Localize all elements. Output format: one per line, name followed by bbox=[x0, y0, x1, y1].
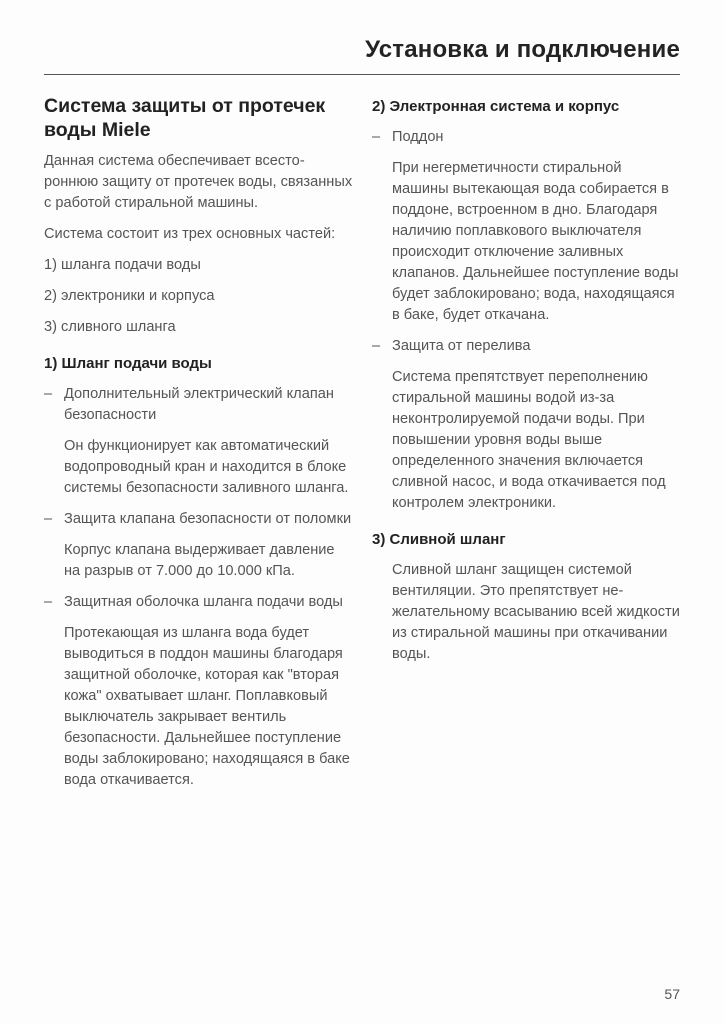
bullet-label: Поддон bbox=[392, 129, 444, 145]
bullet-label: Защита от перелива bbox=[392, 338, 531, 354]
header-divider bbox=[44, 74, 680, 75]
page-header-title: Установка и подключение bbox=[365, 36, 680, 63]
subsection-heading-2: 2) Электронная система и корпус bbox=[372, 98, 620, 115]
subsection-heading-3: 3) Сливной шланг bbox=[372, 531, 506, 548]
bullet-text: Система препятствует переполнению стиральной машины водой из-за неконтролируемой подачи воды. При повышении уровня воды выше определенного значения включается сливной насос, и вода откачивается под контролем электроники. bbox=[392, 369, 666, 511]
bullet-item bbox=[44, 509, 354, 530]
intro-paragraph: Данная система обеспечивает всестороннюю защиту от протечек воды, связанных с работой стиральной машины. bbox=[44, 153, 353, 211]
right-column bbox=[372, 97, 682, 675]
bullet-item bbox=[372, 336, 682, 357]
bullet-item bbox=[44, 592, 354, 613]
bullet-label: Защитная оболочка шланга подачи воды bbox=[64, 594, 343, 610]
section-title: Система защиты от протечек воды Miele bbox=[44, 95, 326, 141]
bullet-label: Дополнительный электрический клапан безопасности bbox=[64, 386, 334, 423]
bullet-label: Защита клапана безопасности от поломки bbox=[64, 511, 352, 527]
bullet-text: Протекающая из шланга вода будет выводиться в поддон машины благодаря защитной оболочке, которая как "вторая кожа" охватывает шланг. Поплавковый выключатель закрывает вентиль безопасности. Дальнейшее поступление воды заблокировано; находящаяся в баке вода откачивается. bbox=[64, 625, 350, 788]
bullet-text: Корпус клапана выдерживает давление на разрыв от 7.000 до 10.000 кПа. bbox=[64, 542, 335, 579]
bullet-item bbox=[44, 384, 354, 426]
bullet-item bbox=[372, 127, 682, 148]
dash-bullet: – bbox=[44, 386, 53, 402]
dash-bullet: – bbox=[372, 338, 381, 354]
parts-intro: Система состоит из трех основных частей: bbox=[44, 226, 336, 242]
dash-bullet: – bbox=[44, 511, 53, 527]
part-item: 2) электроники и корпуса bbox=[44, 288, 215, 304]
part-item: 3) сливного шланга bbox=[44, 319, 176, 335]
section3-text: Сливной шланг защищен системой вентиляции. Это препятствует нежелательному всасыванию всей жидкости из стиральной машины при откачивании воды. bbox=[392, 562, 680, 662]
dash-bullet: – bbox=[44, 594, 53, 610]
page-number: 57 bbox=[664, 986, 680, 1002]
bullet-text: Он функционирует как автоматический водопроводный кран и находится в блоке системы безопасности заливного шланга. bbox=[64, 438, 349, 496]
subsection-heading-1: 1) Шланг подачи воды bbox=[44, 355, 212, 372]
left-column bbox=[44, 94, 354, 801]
bullet-text: При негерметичности стиральной машины вытекающая вода собирается в поддоне, встроенном в дно. Благодаря наличию поплавкового выключателя происходит отключение заливных клапанов. Дальнейшее поступление воды будет заблокировано; вода, находящаяся в баке, будет откачана. bbox=[392, 160, 679, 323]
dash-bullet: – bbox=[372, 129, 381, 145]
part-item: 1) шланга подачи воды bbox=[44, 257, 201, 273]
